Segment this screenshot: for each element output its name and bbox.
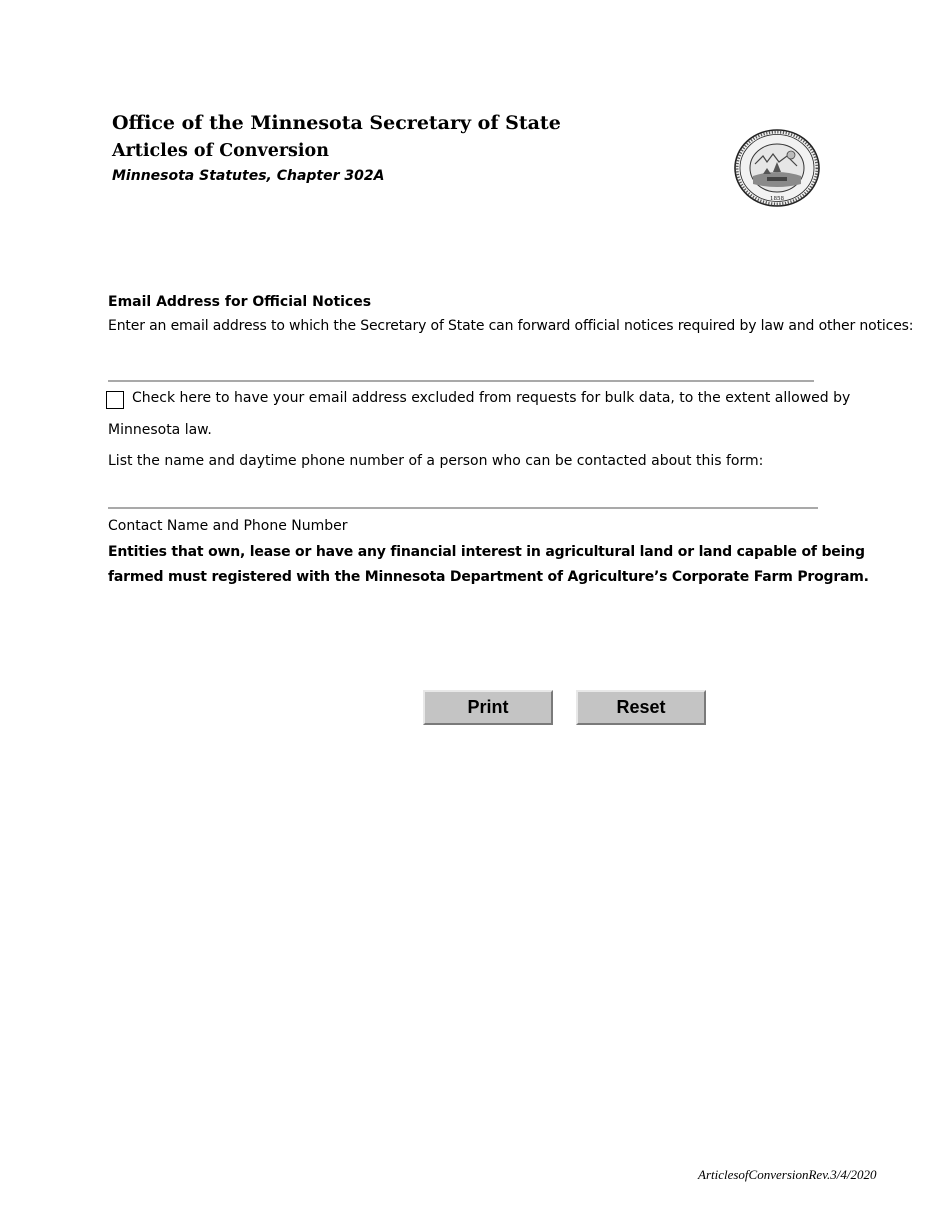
contact-field-label: Contact Name and Phone Number (108, 518, 348, 534)
state-seal-icon (733, 128, 821, 208)
print-button[interactable]: Print (423, 690, 553, 725)
email-section-heading: Email Address for Official Notices (108, 294, 372, 310)
form-title: Articles of Conversion (112, 141, 329, 161)
seal-year: 1858 (770, 196, 784, 202)
document-header (112, 112, 561, 184)
contact-input[interactable] (108, 479, 822, 507)
email-input[interactable] (108, 352, 818, 380)
exclude-bulk-data-checkbox[interactable] (106, 391, 124, 409)
office-title: Office of the Minnesota Secretary of State (112, 112, 561, 134)
contact-underline (108, 507, 818, 509)
corporate-farm-notice: Entities that own, lease or have any financial interest in agricultural land or land capable of being farmed must registered with the Minnesota Department of Agriculture’s Corporate Farm Program. (108, 544, 869, 585)
reset-button[interactable]: Reset (576, 690, 706, 725)
exclude-bulk-data-label: Check here to have your email address excluded from requests for bulk data, to the extent allowed by (132, 390, 851, 406)
email-instructions: Enter an email address to which the Secretary of State can forward official notices required by law and other notices: (108, 318, 914, 334)
statute-reference: Minnesota Statutes, Chapter 302A (112, 168, 385, 184)
email-underline (108, 380, 814, 382)
form-revision: ArticlesofConversionRev.3/4/2020 (698, 1167, 877, 1182)
exclude-bulk-data-label-cont: Minnesota law. (108, 422, 212, 438)
contact-instructions: List the name and daytime phone number of a person who can be contacted about this form: (108, 453, 764, 469)
